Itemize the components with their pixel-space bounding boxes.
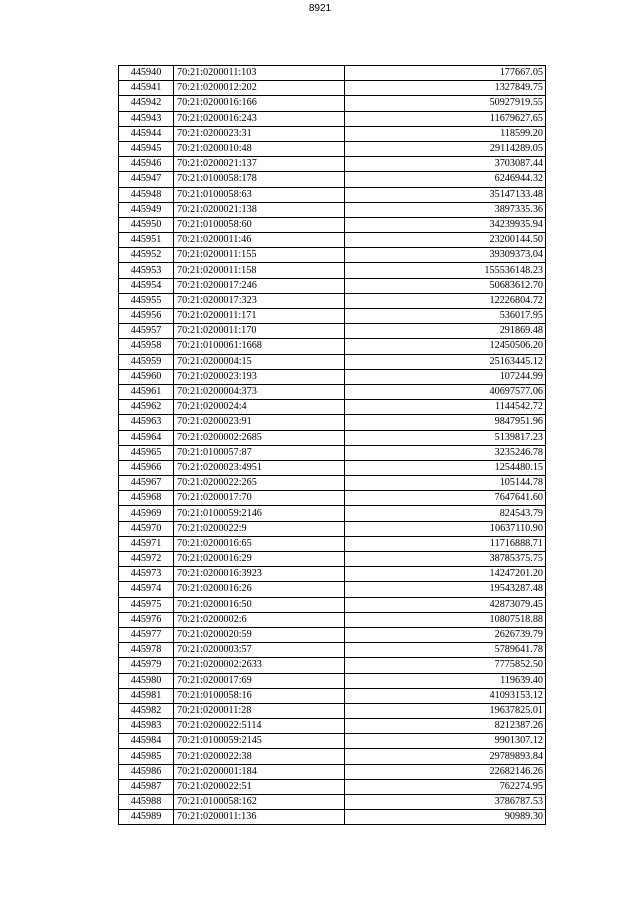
cadastral-number-cell: 70:21:0200011:171 [174, 309, 345, 324]
cadastral-value-cell: 6246944.32 [345, 172, 546, 187]
row-number-cell: 445955 [119, 293, 174, 308]
table-row [119, 324, 546, 339]
row-number-cell: 445987 [119, 779, 174, 794]
table-row [119, 96, 546, 111]
cadastral-number-cell: 70:21:0200016:50 [174, 597, 345, 612]
cadastral-value-cell: 155536148.23 [345, 263, 546, 278]
cadastral-number-cell: 70:21:0200011:170 [174, 324, 345, 339]
cadastral-value-cell: 29114289.05 [345, 141, 546, 156]
cadastral-number-cell: 70:21:0200002:2633 [174, 658, 345, 673]
row-number-cell: 445957 [119, 324, 174, 339]
cadastral-number-cell: 70:21:0200023:91 [174, 415, 345, 430]
page-number: 8921 [308, 3, 332, 14]
cadastral-number-cell: 70:21:0200023:4951 [174, 460, 345, 475]
cadastral-value-cell: 291869.48 [345, 324, 546, 339]
cadastral-value-cell: 118599.20 [345, 126, 546, 141]
cadastral-number-cell: 70:21:0200011:136 [174, 810, 345, 825]
row-number-cell: 445985 [119, 749, 174, 764]
cadastral-value-cell: 824543.79 [345, 506, 546, 521]
cadastral-value-cell: 40697577.06 [345, 384, 546, 399]
table-row [119, 400, 546, 415]
cadastral-value-cell: 11679627.65 [345, 111, 546, 126]
cadastral-value-cell: 39309373.04 [345, 248, 546, 263]
cadastral-number-cell: 70:21:0200001:184 [174, 764, 345, 779]
row-number-cell: 445942 [119, 96, 174, 111]
row-number-cell: 445950 [119, 217, 174, 232]
cadastral-number-cell: 70:21:0200002:6 [174, 612, 345, 627]
cadastral-value-cell: 23200144.50 [345, 233, 546, 248]
cadastral-number-cell: 70:21:0200017:70 [174, 491, 345, 506]
cadastral-number-cell: 70:21:0200012:202 [174, 81, 345, 96]
table-row [119, 795, 546, 810]
cadastral-number-cell: 70:21:0200011:28 [174, 703, 345, 718]
cadastral-value-cell: 35147133.48 [345, 187, 546, 202]
table-row [119, 779, 546, 794]
table-row [119, 430, 546, 445]
table-row [119, 582, 546, 597]
cadastral-value-cell: 19543287.48 [345, 582, 546, 597]
row-number-cell: 445978 [119, 643, 174, 658]
cadastral-value-cell: 90989.30 [345, 810, 546, 825]
table-row [119, 597, 546, 612]
cadastral-value-cell: 29789893.84 [345, 749, 546, 764]
cadastral-number-cell: 70:21:0100058:63 [174, 187, 345, 202]
cadastral-number-cell: 70:21:0100058:60 [174, 217, 345, 232]
cadastral-value-cell: 34239935.94 [345, 217, 546, 232]
table-row [119, 749, 546, 764]
table-row [119, 309, 546, 324]
row-number-cell: 445967 [119, 476, 174, 491]
row-number-cell: 445973 [119, 567, 174, 582]
table-row [119, 460, 546, 475]
cadastral-number-cell: 70:21:0100058:162 [174, 795, 345, 810]
cadastral-value-table [118, 65, 546, 825]
cadastral-value-cell: 177667.05 [345, 66, 546, 81]
row-number-cell: 445963 [119, 415, 174, 430]
table-row [119, 673, 546, 688]
table-row [119, 278, 546, 293]
row-number-cell: 445948 [119, 187, 174, 202]
table-row [119, 187, 546, 202]
table-row [119, 141, 546, 156]
cadastral-number-cell: 70:21:0200016:166 [174, 96, 345, 111]
row-number-cell: 445982 [119, 703, 174, 718]
cadastral-value-cell: 22682146.26 [345, 764, 546, 779]
row-number-cell: 445984 [119, 734, 174, 749]
table-row [119, 567, 546, 582]
row-number-cell: 445943 [119, 111, 174, 126]
table-row [119, 627, 546, 642]
table-row [119, 536, 546, 551]
row-number-cell: 445965 [119, 445, 174, 460]
cadastral-value-cell: 19637825.01 [345, 703, 546, 718]
table-row [119, 111, 546, 126]
cadastral-value-cell: 2626739.79 [345, 627, 546, 642]
table-row [119, 81, 546, 96]
cadastral-number-cell: 70:21:0200021:138 [174, 202, 345, 217]
row-number-cell: 445979 [119, 658, 174, 673]
table-row [119, 810, 546, 825]
cadastral-value-cell: 5139817.23 [345, 430, 546, 445]
cadastral-value-cell: 50927919.55 [345, 96, 546, 111]
row-number-cell: 445946 [119, 157, 174, 172]
cadastral-value-cell: 119639.40 [345, 673, 546, 688]
cadastral-value-cell: 3703087.44 [345, 157, 546, 172]
row-number-cell: 445954 [119, 278, 174, 293]
row-number-cell: 445944 [119, 126, 174, 141]
table-row [119, 445, 546, 460]
cadastral-number-cell: 70:21:0200011:103 [174, 66, 345, 81]
table-row [119, 369, 546, 384]
cadastral-number-cell: 70:21:0200011:155 [174, 248, 345, 263]
cadastral-value-cell: 762274.95 [345, 779, 546, 794]
table-row [119, 293, 546, 308]
table-row [119, 552, 546, 567]
cadastral-number-cell: 70:21:0100058:16 [174, 688, 345, 703]
row-number-cell: 445972 [119, 552, 174, 567]
table-row [119, 703, 546, 718]
cadastral-number-cell: 70:21:0200016:29 [174, 552, 345, 567]
cadastral-number-cell: 70:21:0100059:2145 [174, 734, 345, 749]
cadastral-value-cell: 42873079.45 [345, 597, 546, 612]
cadastral-value-cell: 12226804.72 [345, 293, 546, 308]
row-number-cell: 445945 [119, 141, 174, 156]
row-number-cell: 445951 [119, 233, 174, 248]
cadastral-number-cell: 70:21:0200017:323 [174, 293, 345, 308]
cadastral-number-cell: 70:21:0200017:69 [174, 673, 345, 688]
row-number-cell: 445966 [119, 460, 174, 475]
cadastral-number-cell: 70:21:0100061:1668 [174, 339, 345, 354]
row-number-cell: 445981 [119, 688, 174, 703]
cadastral-value-cell: 9847951.96 [345, 415, 546, 430]
cadastral-number-cell: 70:21:0200002:2685 [174, 430, 345, 445]
row-number-cell: 445952 [119, 248, 174, 263]
cadastral-value-cell: 5789641.78 [345, 643, 546, 658]
row-number-cell: 445988 [119, 795, 174, 810]
table-row [119, 506, 546, 521]
cadastral-number-cell: 70:21:0200022:38 [174, 749, 345, 764]
cadastral-number-cell: 70:21:0200011:158 [174, 263, 345, 278]
row-number-cell: 445989 [119, 810, 174, 825]
table-row [119, 339, 546, 354]
row-number-cell: 445971 [119, 536, 174, 551]
table-row [119, 734, 546, 749]
row-number-cell: 445960 [119, 369, 174, 384]
cadastral-value-cell: 11716888.71 [345, 536, 546, 551]
row-number-cell: 445968 [119, 491, 174, 506]
cadastral-value-cell: 50683612.70 [345, 278, 546, 293]
cadastral-number-cell: 70:21:0200016:243 [174, 111, 345, 126]
cadastral-value-cell: 536017.95 [345, 309, 546, 324]
table-row [119, 233, 546, 248]
cadastral-value-cell: 105144.78 [345, 476, 546, 491]
cadastral-number-cell: 70:21:0200016:3923 [174, 567, 345, 582]
cadastral-value-cell: 38785375.75 [345, 552, 546, 567]
row-number-cell: 445975 [119, 597, 174, 612]
cadastral-number-cell: 70:21:0200024:4 [174, 400, 345, 415]
row-number-cell: 445980 [119, 673, 174, 688]
row-number-cell: 445962 [119, 400, 174, 415]
cadastral-number-cell: 70:21:0200023:31 [174, 126, 345, 141]
cadastral-number-cell: 70:21:0200023:193 [174, 369, 345, 384]
cadastral-value-cell: 10807518.88 [345, 612, 546, 627]
table-row [119, 476, 546, 491]
table-row [119, 202, 546, 217]
cadastral-number-cell: 70:21:0100059:2146 [174, 506, 345, 521]
row-number-cell: 445953 [119, 263, 174, 278]
row-number-cell: 445976 [119, 612, 174, 627]
table-row [119, 157, 546, 172]
row-number-cell: 445974 [119, 582, 174, 597]
cadastral-number-cell: 70:21:0200022:265 [174, 476, 345, 491]
row-number-cell: 445947 [119, 172, 174, 187]
cadastral-value-cell: 1327849.75 [345, 81, 546, 96]
cadastral-value-cell: 3897335.36 [345, 202, 546, 217]
cadastral-number-cell: 70:21:0200011:46 [174, 233, 345, 248]
cadastral-value-cell: 7775852.50 [345, 658, 546, 673]
cadastral-number-cell: 70:21:0100057:87 [174, 445, 345, 460]
cadastral-value-cell: 10637110.90 [345, 521, 546, 536]
cadastral-number-cell: 70:21:0200010:48 [174, 141, 345, 156]
cadastral-value-cell: 1144542.72 [345, 400, 546, 415]
cadastral-number-cell: 70:21:0200016:65 [174, 536, 345, 551]
cadastral-value-cell: 8212387.26 [345, 719, 546, 734]
table-row [119, 415, 546, 430]
cadastral-number-cell: 70:21:0200004:373 [174, 384, 345, 399]
row-number-cell: 445959 [119, 354, 174, 369]
table-body [119, 66, 546, 825]
row-number-cell: 445970 [119, 521, 174, 536]
table-row [119, 643, 546, 658]
table-row [119, 66, 546, 81]
cadastral-number-cell: 70:21:0200016:26 [174, 582, 345, 597]
cadastral-value-cell: 14247201.20 [345, 567, 546, 582]
table-row [119, 612, 546, 627]
cadastral-number-cell: 70:21:0100058:178 [174, 172, 345, 187]
cadastral-number-cell: 70:21:0200022:5114 [174, 719, 345, 734]
cadastral-number-cell: 70:21:0200021:137 [174, 157, 345, 172]
cadastral-value-cell: 107244.99 [345, 369, 546, 384]
cadastral-value-cell: 7647641.60 [345, 491, 546, 506]
table-row [119, 217, 546, 232]
table-row [119, 263, 546, 278]
cadastral-value-cell: 12450506.20 [345, 339, 546, 354]
table-row [119, 384, 546, 399]
table-row [119, 491, 546, 506]
row-number-cell: 445964 [119, 430, 174, 445]
cadastral-number-cell: 70:21:0200020:59 [174, 627, 345, 642]
cadastral-value-cell: 9901307.12 [345, 734, 546, 749]
table-row [119, 172, 546, 187]
cadastral-number-cell: 70:21:0200022:9 [174, 521, 345, 536]
table-row [119, 354, 546, 369]
row-number-cell: 445969 [119, 506, 174, 521]
table-row [119, 764, 546, 779]
cadastral-value-cell: 25163445.12 [345, 354, 546, 369]
table-row [119, 688, 546, 703]
row-number-cell: 445958 [119, 339, 174, 354]
table-row [119, 658, 546, 673]
cadastral-number-cell: 70:21:0200003:57 [174, 643, 345, 658]
cadastral-number-cell: 70:21:0200004:15 [174, 354, 345, 369]
row-number-cell: 445961 [119, 384, 174, 399]
row-number-cell: 445949 [119, 202, 174, 217]
row-number-cell: 445956 [119, 309, 174, 324]
cadastral-number-cell: 70:21:0200022:51 [174, 779, 345, 794]
cadastral-value-cell: 1254480.15 [345, 460, 546, 475]
cadastral-number-cell: 70:21:0200017:246 [174, 278, 345, 293]
cadastral-value-cell: 3235246.78 [345, 445, 546, 460]
table-row [119, 248, 546, 263]
row-number-cell: 445940 [119, 66, 174, 81]
table-row [119, 521, 546, 536]
table-row [119, 126, 546, 141]
cadastral-value-cell: 41093153.12 [345, 688, 546, 703]
row-number-cell: 445941 [119, 81, 174, 96]
cadastral-value-cell: 3786787.53 [345, 795, 546, 810]
row-number-cell: 445986 [119, 764, 174, 779]
row-number-cell: 445977 [119, 627, 174, 642]
row-number-cell: 445983 [119, 719, 174, 734]
table-row [119, 719, 546, 734]
